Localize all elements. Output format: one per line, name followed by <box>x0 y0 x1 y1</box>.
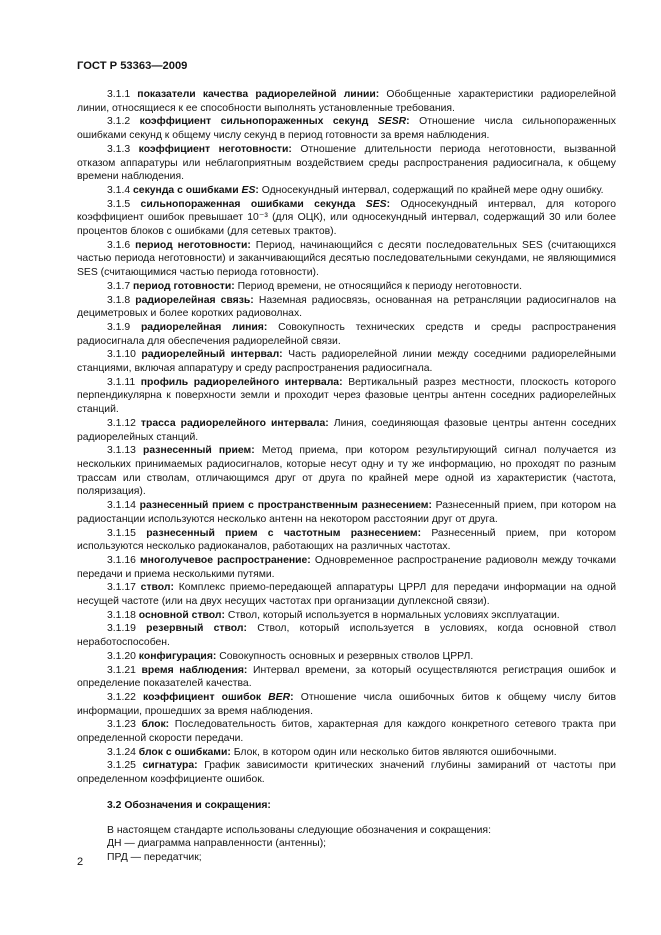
term-name-text: коэффициент ошибок <box>143 691 269 703</box>
term-number: 3.1.23 <box>107 719 136 731</box>
term-definition: Вертикальный разрез местности, плоскость которого перпендикулярна к поверхности земли и проходит через фазовые центры антенн соседних радиорелейных станций. <box>77 376 616 416</box>
term-paragraph <box>77 88 616 115</box>
term-definition: Интервал времени, за который осуществляются регистрация ошибок и определение показателей качества. <box>77 664 617 690</box>
term-number: 3.1.13 <box>107 445 136 457</box>
term-definition: Последовательность битов, характерная для каждого конкретного сетевого тракта при определенной скорости передачи. <box>77 719 617 745</box>
term-definition: Разнесенный прием, при котором используются несколько радиоканалов, работающих на различных частотах. <box>77 527 617 553</box>
term-definition: Линия, соединяющая фазовые центры антенн соседних радиорелейных станций. <box>77 417 617 443</box>
term-definition: Односекундный интервал, для которого коэффициент ошибок превышает 10⁻³ (для ОЦК), или односекундный интервал, содержащий 30 или более процентов блоков с ошибками (для сетевых трактов). <box>77 198 616 238</box>
term-definition: Блок, в котором один или несколько битов являются ошибочными. <box>233 746 557 758</box>
term-number: 3.1.6 <box>107 239 131 251</box>
term-number: 3.1.21 <box>107 664 136 676</box>
term-name-text: разнесенный прием с пространственным разнесением: <box>139 500 432 512</box>
term-definition: Совокупность технических средств и среды распространения радиосигнала для обеспечения радиорелейной связи. <box>77 321 616 347</box>
abbreviations-intro: В настоящем стандарте использованы следующие обозначения и сокращения: <box>107 824 491 836</box>
term-paragraph <box>77 417 616 444</box>
term-colon: : <box>255 184 259 196</box>
term-definition: Разнесенный прием, при котором на радиостанции используются несколько антенн на некотором расстоянии друг от друга. <box>77 500 616 525</box>
term-name-text: коэффициент сильнопораженных секунд <box>139 116 378 128</box>
term-name <box>141 582 174 593</box>
term-number: 3.1.9 <box>107 321 131 333</box>
term-number: 3.1.3 <box>107 143 131 155</box>
term-name <box>143 760 198 771</box>
term-paragraph <box>77 527 616 554</box>
term-paragraph <box>77 581 616 608</box>
term-number: 3.1.17 <box>107 582 136 594</box>
term-name <box>139 747 231 758</box>
term-number: 3.1.4 <box>107 184 131 196</box>
abbreviation-item: ПРД — передатчик; <box>107 851 202 863</box>
term-name-text: радиорелейный интервал: <box>141 349 283 361</box>
term-number: 3.1.12 <box>107 417 136 429</box>
term-paragraph <box>77 650 616 664</box>
term-name <box>141 322 267 333</box>
term-name <box>135 295 254 306</box>
term-name <box>146 623 247 634</box>
term-name-text: время наблюдения: <box>141 664 248 676</box>
term-name <box>140 555 311 566</box>
term-number: 3.1.22 <box>107 691 136 703</box>
term-abbreviation: ES <box>241 184 256 196</box>
term-name <box>141 418 329 429</box>
term-definition: Период, начинающийся с десяти последовательных SES (считающихся частью периода неготовности) и заканчивающийся десятью последовательными секундами, не являющимися SES (считающимися частью периода готовности). <box>77 239 616 279</box>
term-name <box>141 199 391 210</box>
term-paragraph <box>77 239 616 280</box>
term-name-text: секунда с ошибками <box>133 184 242 196</box>
term-name-text: показатели качества радиорелейной линии: <box>137 89 380 100</box>
term-number: 3.1.1 <box>107 89 131 100</box>
term-definition: График зависимости критических значений глубины замираний от частоты при определенном коэффициенте ошибок. <box>77 760 616 786</box>
term-paragraph <box>77 499 616 526</box>
term-colon: : <box>386 198 391 210</box>
term-paragraph <box>77 143 616 184</box>
term-number: 3.1.18 <box>107 609 136 621</box>
term-name <box>139 144 292 155</box>
term-number: 3.1.10 <box>107 349 136 361</box>
term-number: 3.1.25 <box>107 760 136 772</box>
term-name <box>140 116 410 127</box>
term-paragraph <box>77 622 616 649</box>
abbreviation-item: ДН — диаграмма направленности (антенны); <box>107 838 327 850</box>
term-name-text: период неготовности: <box>135 239 251 251</box>
term-paragraph <box>77 321 616 348</box>
term-name-text: резервный ствол: <box>146 623 247 635</box>
term-definition: Отношение длительности периода неготовности, вызванной отказом аппаратуры или неблагоприятным воздействием среды распространения радиосигнала, к общему времени наблюдения. <box>77 143 616 183</box>
term-colon: : <box>290 691 294 703</box>
term-name-text: разнесенный прием: <box>143 445 255 457</box>
term-definition: Ствол, который используется в условиях, когда основной ствол неработоспособен. <box>77 623 617 649</box>
term-definition: Наземная радиосвязь, основанная на ретрансляции радиосигналов на дециметровых и более коротких радиоволнах. <box>77 294 617 320</box>
term-abbreviation: SES <box>365 198 387 210</box>
term-name-text: профиль радиорелейного интервала: <box>140 376 343 388</box>
term-abbreviation: BER <box>268 691 291 703</box>
term-name-text: трасса радиорелейного интервала: <box>140 417 329 429</box>
term-definition: Период времени, не относящийся к периоду неготовности. <box>237 280 522 292</box>
term-name <box>133 185 259 196</box>
term-name-text: сигнатура: <box>142 760 198 772</box>
section-heading: 3.2 Обозначения и сокращения: <box>107 799 271 811</box>
term-paragraph <box>77 664 616 691</box>
term-number: 3.1.24 <box>107 746 136 758</box>
term-name-text: блок с ошибками: <box>138 746 231 758</box>
term-paragraph <box>77 115 616 142</box>
term-paragraph <box>77 746 616 760</box>
terms-list <box>77 88 616 787</box>
term-number: 3.1.15 <box>107 527 136 539</box>
term-name-text: радиорелейная связь: <box>135 294 254 306</box>
term-name <box>141 377 343 388</box>
term-paragraph <box>77 376 616 417</box>
term-name <box>143 445 255 456</box>
term-definition: Обобщенные характеристики радиорелейной линии, относящиеся к ее способности выполнять установленные требования. <box>77 89 616 114</box>
page-number: 2 <box>77 856 84 868</box>
term-name <box>139 610 225 621</box>
term-number: 3.1.11 <box>107 376 136 388</box>
term-name <box>133 281 235 292</box>
term-name-text: конфигурация: <box>138 650 217 662</box>
term-name <box>142 719 170 730</box>
term-definition: Метод приема, при котором результирующий сигнал получается из нескольких принимаемых радиосигналов, которые несут одну и ту же информацию, но проходят по разным трассам или стволам, отличающимся друг от друга по крайней мере одной из характеристик (частота, поляризация). <box>77 445 616 498</box>
term-definition: Совокупность основных и резервных стволов ЦРРЛ. <box>219 650 474 662</box>
document-body <box>77 88 616 865</box>
term-number: 3.1.19 <box>107 623 136 635</box>
term-paragraph <box>77 280 616 294</box>
term-definition: Ствол, который используется в нормальных условиях эксплуатации. <box>227 609 560 621</box>
term-paragraph <box>77 609 616 623</box>
term-abbreviation: SESR <box>377 116 407 128</box>
term-name <box>135 240 251 251</box>
term-paragraph <box>77 198 616 239</box>
term-paragraph <box>77 718 616 745</box>
term-name <box>137 89 379 100</box>
term-name <box>146 528 421 539</box>
term-name <box>141 349 282 360</box>
term-number: 3.1.7 <box>107 280 131 292</box>
term-paragraph <box>77 294 616 321</box>
term-definition: Односекундный интервал, содержащий по крайней мере одну ошибку. <box>261 184 604 196</box>
term-name <box>143 692 294 703</box>
term-colon: : <box>406 116 410 128</box>
term-number: 3.1.8 <box>107 294 131 306</box>
term-definition: Отношение числа ошибочных битов к общему числу битов информации, прошедших за время наблюдения. <box>77 691 616 717</box>
term-number: 3.1.14 <box>107 500 136 512</box>
term-paragraph <box>77 444 616 499</box>
term-paragraph <box>77 691 616 718</box>
term-definition: Часть радиорелейной линии между соседними радиорелейными станциями, включая аппаратуру и среду распространения радиосигнала. <box>77 349 616 375</box>
term-number: 3.1.2 <box>107 116 131 128</box>
term-paragraph <box>77 554 616 581</box>
term-paragraph <box>77 184 616 198</box>
term-name-text: разнесенный прием с частотным разнесением: <box>146 527 422 539</box>
term-number: 3.1.16 <box>107 554 136 566</box>
term-name-text: многолучевое распространение: <box>139 554 311 566</box>
term-name-text: основной ствол: <box>138 609 225 621</box>
term-name <box>142 665 248 676</box>
term-definition: Отношение числа сильнопораженных ошибками секунд к общему числу секунд в период готовности за время наблюдения. <box>77 116 617 142</box>
term-name-text: блок: <box>141 719 170 731</box>
term-definition: Комплекс приемо-передающей аппаратуры ЦРРЛ для передачи информации на одной несущей частоте (или на двух несущих частотах при организации дуплексной связи). <box>77 582 616 608</box>
term-definition: Одновременное распространение радиоволн между точками передачи и приема несколькими путями. <box>77 554 617 580</box>
term-number: 3.1.20 <box>107 650 136 662</box>
term-paragraph <box>77 348 616 375</box>
term-name <box>140 500 432 511</box>
term-paragraph <box>77 759 616 786</box>
term-name-text: сильнопораженная ошибками секунда <box>140 198 366 210</box>
term-name-text: коэффициент неготовности: <box>138 143 292 155</box>
term-name <box>139 651 217 662</box>
term-number: 3.1.5 <box>107 198 131 210</box>
term-name-text: радиорелейная линия: <box>140 321 268 333</box>
term-name-text: период готовности: <box>133 280 235 292</box>
term-name-text: ствол: <box>140 582 174 594</box>
standard-header: ГОСТ Р 53363—2009 <box>77 60 188 72</box>
